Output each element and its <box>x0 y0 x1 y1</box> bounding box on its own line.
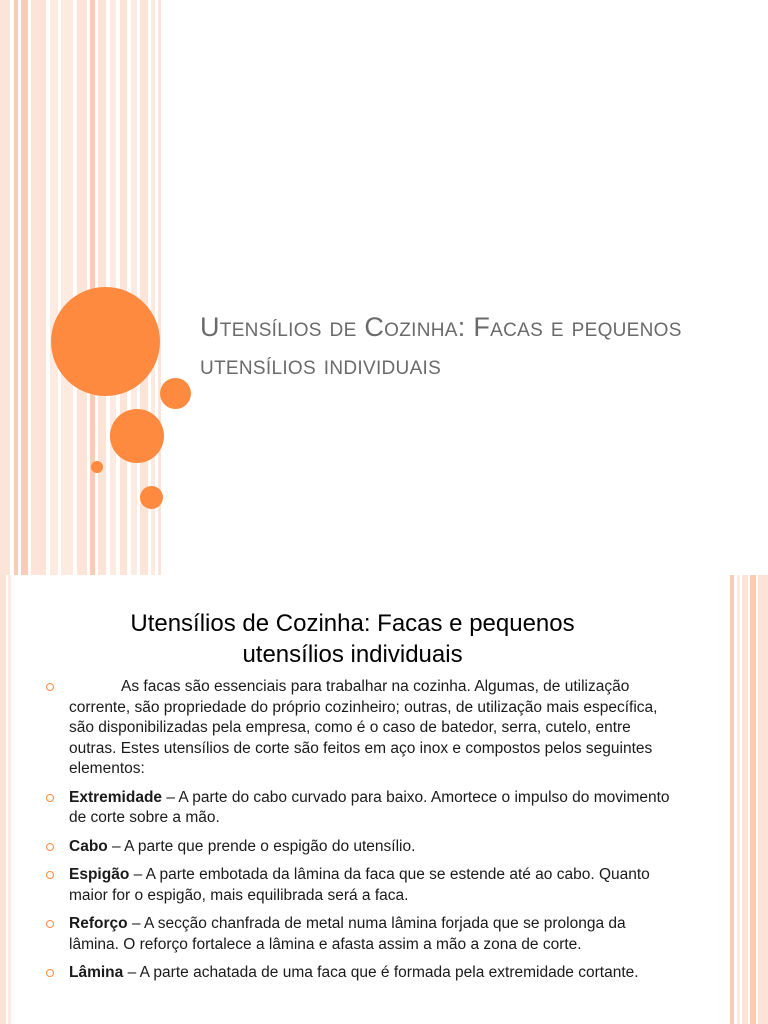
list-item <box>46 914 676 955</box>
stripe-decoration <box>14 0 18 575</box>
stripe-decoration <box>50 0 58 575</box>
item-text: – A parte achatada de uma faca que é formada pela extremidade cortante. <box>123 964 639 981</box>
stripe-decoration <box>77 0 87 575</box>
circle-outline-bullet-icon <box>46 969 54 977</box>
circle-outline-bullet-icon <box>46 920 54 928</box>
stripe-decoration <box>730 575 734 1024</box>
stripe-decoration <box>0 575 6 1024</box>
circle-outline-bullet-icon <box>46 794 54 802</box>
stripe-decoration <box>8 575 11 1024</box>
title-line: Utensílios de Cozinha: Facas e pequenos <box>130 610 575 637</box>
large-circle-decoration <box>51 287 160 396</box>
stripe-decoration <box>0 0 10 575</box>
item-term: Cabo <box>69 837 108 855</box>
list-item <box>46 788 676 829</box>
circle-decoration <box>110 409 164 463</box>
item-text: – A parte embotada da lâmina da faca que se estende até ao cabo. Quanto maior for o espigão, mais equilibrada será a faca. <box>69 866 650 904</box>
stripe-decoration <box>131 0 137 575</box>
slide-title <box>60 608 645 670</box>
title-line: utensílios individuais <box>242 641 463 668</box>
item-term: Espigão <box>69 866 130 883</box>
circle-decoration <box>160 378 191 409</box>
content-slide <box>0 575 768 1024</box>
stripe-decoration <box>750 575 756 1024</box>
item-term: Reforço <box>69 915 128 932</box>
stripe-decoration <box>758 575 768 1024</box>
stripe-decoration <box>21 0 28 575</box>
list-item <box>46 837 676 858</box>
circle-outline-bullet-icon <box>46 683 54 691</box>
list-item <box>46 963 676 984</box>
stripe-decoration <box>31 0 46 575</box>
stripe-decoration <box>61 0 73 575</box>
circle-outline-bullet-icon <box>46 871 54 879</box>
stripe-decoration <box>742 575 748 1024</box>
intro-text: As facas são essenciais para trabalhar na cozinha. Algumas, de utilização corrente, são propriedade do próprio cozinheiro; outras, de utilização mais específica, são disponibilizadas pela empresa, como é o caso de batedor, serra, cutelo, entre outras. Estes utensílios de corte são feitos em aço inox e compostos pelos seguintes elementos: <box>69 678 658 777</box>
item-term: Lâmina <box>69 964 124 981</box>
circle-decoration <box>140 486 163 509</box>
item-term: Extremidade <box>69 788 163 806</box>
circle-outline-bullet-icon <box>46 843 54 851</box>
item-text: – A parte do cabo curvado para baixo. Amortece o impulso do movimento de corte sobre a mão. <box>69 788 670 826</box>
item-text: – A parte que prende o espigão do utensílio. <box>107 837 416 855</box>
list-item <box>46 677 676 780</box>
slide-title: Utensílios de Cozinha: Facas e pequenos utensílios individuais <box>200 312 682 380</box>
item-text: – A secção chanfrada de metal numa lâmina forjada que se prolonga da lâmina. O reforço fortalece a lâmina e afasta assim a mão a zona de corte. <box>69 915 626 953</box>
bullet-list <box>46 677 676 992</box>
stripe-decoration <box>120 0 127 575</box>
list-item <box>46 865 676 906</box>
circle-decoration <box>91 461 103 473</box>
stripe-decoration <box>737 575 740 1024</box>
